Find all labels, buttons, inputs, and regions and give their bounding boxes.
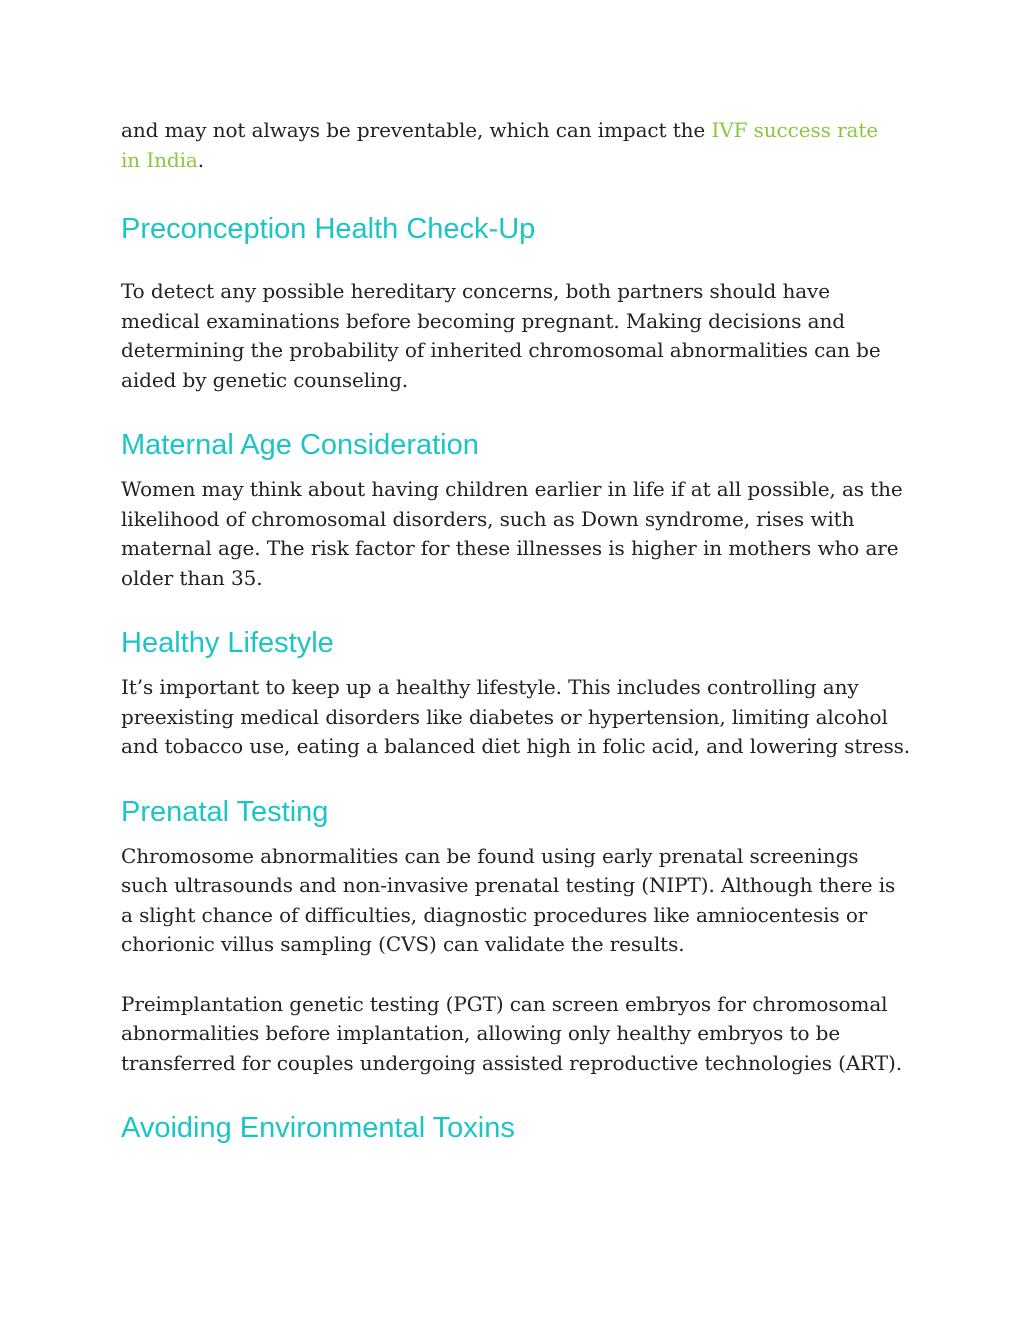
section-paragraph-healthy-lifestyle: It’s important to keep up a healthy lifestyle. This includes controlling any preexisting medical disorders like diabetes or hypertension, limiting alcohol and tobacco use, eating a balanced diet high in folic acid, and lowering stress.	[121, 675, 911, 758]
intro-text: and may not always be preventable, which can impact the	[121, 118, 712, 142]
intro-period: .	[197, 147, 205, 172]
section-heading-healthy-lifestyle: Healthy Lifestyle	[121, 627, 334, 659]
section-heading-prenatal-testing: Prenatal Testing	[121, 795, 329, 828]
section-paragraph-prenatal-testing-2: Preimplantation genetic testing (PGT) can screen embryos for chromosomal abnormalities before implantation, allowing only healthy embryos to be transferred for couples undergoing assisted reproductive technologies (ART).	[121, 991, 902, 1075]
section-paragraph-preconception: To detect any possible hereditary concerns, both partners should have medical examinations before becoming pregnant. Making decisions and determining the probability of inherited chromosomal abnormalities can be aided by genetic counseling.	[121, 279, 881, 392]
intro-paragraph	[121, 116, 901, 175]
document-page	[121, 116, 911, 1146]
section-paragraph-prenatal-testing-1: Chromosome abnormalities can be found using early prenatal screenings such ultrasounds and non-invasive prenatal testing (NIPT). Although there is a slight chance of difficulties, diagnostic procedures like amniocentesis or chorionic villus sampling (CVS) can validate the results.	[121, 843, 896, 956]
section-paragraph-maternal-age: Women may think about having children earlier in life if at all possible, as the likelihood of chromosomal disorders, such as Down syndrome, rises with maternal age. The risk factor for these illnesses is higher in mothers who are older than 35.	[121, 477, 903, 590]
ivf-success-rate-link[interactable]: IVF success rate in India	[121, 118, 879, 172]
section-heading-maternal-age: Maternal Age Consideration	[121, 429, 479, 461]
section-heading-environmental-toxins: Avoiding Environmental Toxins	[121, 1112, 515, 1144]
section-heading-preconception: Preconception Health Check-Up	[121, 213, 536, 245]
